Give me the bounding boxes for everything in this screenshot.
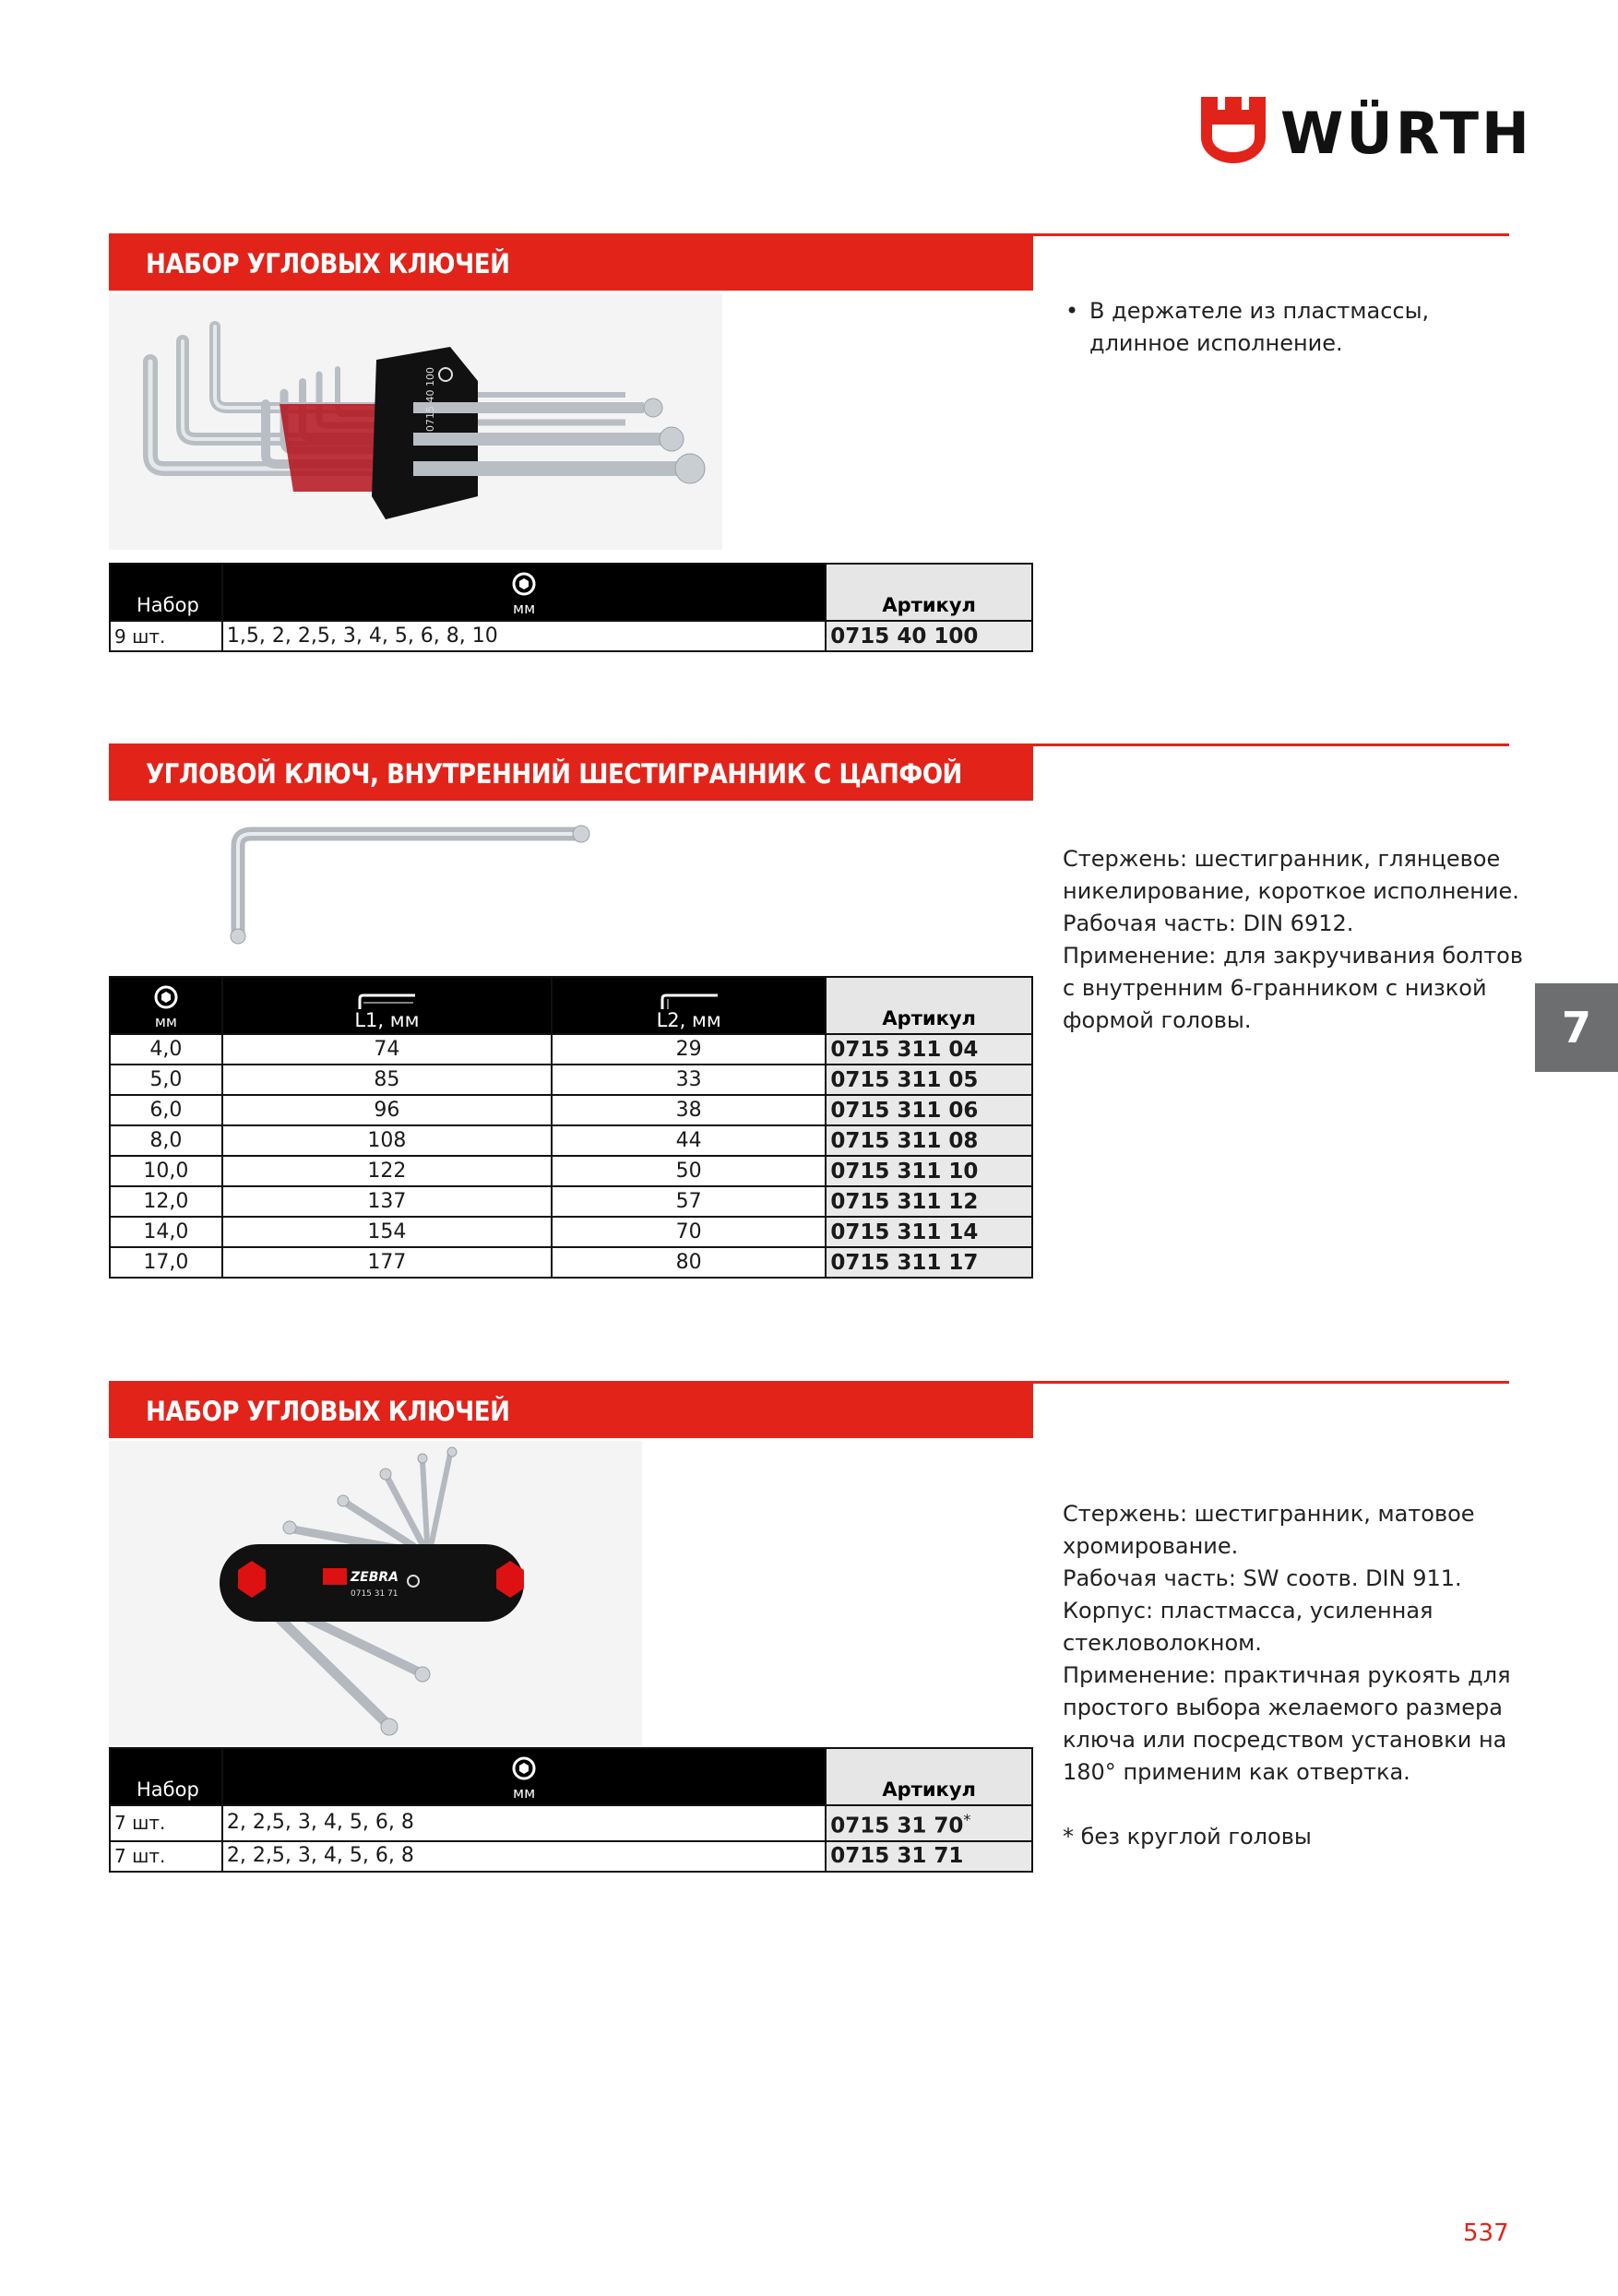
- cell-l1: 137: [222, 1186, 552, 1217]
- col-header-size: [222, 1748, 826, 1805]
- table-row: [110, 1217, 1032, 1247]
- cell-l2: 29: [552, 1034, 826, 1065]
- description-line: ключа или посредством установки на: [1063, 1727, 1507, 1753]
- table-row: [110, 621, 1032, 651]
- section-2-divider: [1033, 744, 1509, 746]
- col-header-size: [222, 564, 826, 621]
- bullet-text: В держателе из пластмассы, длинное исполнение.: [1089, 298, 1430, 356]
- l1-label: L1, мм: [354, 1009, 420, 1031]
- cell-article: 0715 311 17: [826, 1247, 1032, 1278]
- section-3-divider: [1033, 1381, 1509, 1384]
- cell-article: 0715 311 10: [826, 1156, 1032, 1186]
- col-header-set: Набор: [110, 564, 222, 621]
- table-row: [110, 1156, 1032, 1186]
- cell-l2: 50: [552, 1156, 826, 1186]
- cell-set: 7 шт.: [110, 1805, 222, 1841]
- cell-sizes: 2, 2,5, 3, 4, 5, 6, 8: [222, 1841, 826, 1872]
- cell-size: 5,0: [110, 1065, 222, 1095]
- col-header-article: Артикул: [826, 1748, 1032, 1805]
- chapter-tab[interactable]: 7: [1535, 983, 1618, 1072]
- description-line: формой головы.: [1063, 1007, 1252, 1033]
- table-row: [110, 1125, 1032, 1156]
- cell-l1: 154: [222, 1217, 552, 1247]
- description-line: Рабочая часть: SW соотв. DIN 911.: [1063, 1565, 1462, 1591]
- page-number: 537: [1463, 2219, 1509, 2247]
- hex-socket-icon: [512, 572, 536, 596]
- section-3-table: [109, 1747, 1033, 1873]
- table-row: [110, 1247, 1032, 1278]
- article-number: 0715 31 70: [830, 1814, 964, 1838]
- col-header-size: [110, 977, 222, 1034]
- section-3-header: [109, 1381, 1033, 1438]
- description-line: хромирование.: [1063, 1533, 1239, 1559]
- description-line: никелирование, короткое исполнение.: [1063, 878, 1519, 904]
- size-unit-label: мм: [513, 600, 536, 617]
- holder-label: 0715 40 100: [424, 367, 436, 432]
- section-2-header: [109, 744, 1033, 801]
- brand-name: WÜRTH: [1280, 100, 1532, 167]
- cell-article: 0715 311 14: [826, 1217, 1032, 1247]
- cell-size: 8,0: [110, 1125, 222, 1156]
- hex-socket-icon: [512, 1756, 536, 1780]
- hex-socket-icon: [154, 985, 178, 1009]
- cell-l1: 96: [222, 1095, 552, 1125]
- size-unit-label: мм: [513, 1784, 536, 1802]
- cell-l1: 85: [222, 1065, 552, 1095]
- cell-sizes: 1,5, 2, 2,5, 3, 4, 5, 6, 8, 10: [222, 621, 826, 651]
- description-line: с внутренним 6-гранником с низкой: [1063, 975, 1487, 1001]
- table-row: [110, 1841, 1032, 1872]
- section-1-title: НАБОР УГЛОВЫХ КЛЮЧЕЙ: [146, 248, 510, 280]
- section-3-description: [1063, 1498, 1524, 1853]
- cell-sizes: 2, 2,5, 3, 4, 5, 6, 8: [222, 1805, 826, 1841]
- table-row: [110, 1186, 1032, 1217]
- cell-article: 0715 311 04: [826, 1034, 1032, 1065]
- l2-label: L2, мм: [656, 1009, 721, 1031]
- cell-article: 0715 311 08: [826, 1125, 1032, 1156]
- section-3-title: НАБОР УГЛОВЫХ КЛЮЧЕЙ: [146, 1396, 510, 1427]
- section-2-table: [109, 976, 1033, 1279]
- table-row: [110, 1034, 1032, 1065]
- description-line: Применение: для закручивания болтов: [1063, 943, 1523, 969]
- cell-article: 0715 311 05: [826, 1065, 1032, 1095]
- cell-l2: 44: [552, 1125, 826, 1156]
- cell-l2: 80: [552, 1247, 826, 1278]
- col-header-article: Артикул: [826, 977, 1032, 1034]
- description-line: Стержень: шестигранник, глянцевое: [1063, 846, 1501, 872]
- cell-article: 0715 311 12: [826, 1186, 1032, 1217]
- cell-size: 12,0: [110, 1186, 222, 1217]
- cell-l1: 74: [222, 1034, 552, 1065]
- description-line: Стержень: шестигранник, матовое: [1063, 1501, 1475, 1527]
- description-line: простого выбора желаемого размера: [1063, 1695, 1503, 1720]
- cell-l2: 33: [552, 1065, 826, 1095]
- bullet-item: [1065, 295, 1508, 360]
- description-line: стекловолокном.: [1063, 1630, 1262, 1656]
- wurth-logo: [1201, 97, 1532, 171]
- table-row: [110, 1095, 1032, 1125]
- section-1-product-image: [109, 293, 722, 550]
- cell-size: 10,0: [110, 1156, 222, 1186]
- cell-l1: 177: [222, 1247, 552, 1278]
- cell-l2: 38: [552, 1095, 826, 1125]
- section-2-description: [1063, 843, 1524, 1037]
- description-line: Рабочая часть: DIN 6912.: [1063, 910, 1354, 936]
- handle-brand: ZEBRA: [351, 1570, 399, 1585]
- section-1-bullets: [1065, 295, 1508, 360]
- cell-article: 0715 31 71: [826, 1841, 1032, 1872]
- bullet-dot-icon: •: [1065, 298, 1079, 324]
- col-header-l1: [222, 977, 552, 1034]
- section-1-divider: [1033, 233, 1509, 236]
- cell-size: 4,0: [110, 1034, 222, 1065]
- description-line: 180° применим как отвертка.: [1063, 1759, 1410, 1785]
- cell-article: 0715 311 06: [826, 1095, 1032, 1125]
- cell-l1: 108: [222, 1125, 552, 1156]
- col-header-article: Артикул: [826, 564, 1032, 621]
- cell-size: 6,0: [110, 1095, 222, 1125]
- footnote-mark: *: [963, 1811, 971, 1828]
- cell-size: 14,0: [110, 1217, 222, 1247]
- cell-article: 0715 40 100: [826, 621, 1032, 651]
- cell-l2: 57: [552, 1186, 826, 1217]
- cell-l2: 70: [552, 1217, 826, 1247]
- footnote: * без круглой головы: [1063, 1824, 1312, 1850]
- folding-hex-key-icon: [109, 1441, 642, 1745]
- cell-size: 17,0: [110, 1247, 222, 1278]
- col-header-l2: [552, 977, 826, 1034]
- section-2-title: УГЛОВОЙ КЛЮЧ, ВНУТРЕННИЙ ШЕСТИГРАННИК С ЦАПФОЙ: [146, 758, 962, 790]
- single-hex-key-icon: [109, 804, 607, 969]
- hex-key-set-icon: [109, 293, 722, 550]
- section-2-product-image: [109, 804, 607, 969]
- cell-l1: 122: [222, 1156, 552, 1186]
- section-3-product-image: [109, 1441, 642, 1745]
- cell-article: [826, 1805, 1032, 1841]
- col-header-set: Набор: [110, 1748, 222, 1805]
- table-row: [110, 1065, 1032, 1095]
- section-1-table: [109, 563, 1033, 652]
- handle-label: 0715 31 71: [351, 1589, 399, 1599]
- description-line: Корпус: пластмасса, усиленная: [1063, 1598, 1434, 1624]
- cell-set: 7 шт.: [110, 1841, 222, 1872]
- cell-set: 9 шт.: [110, 621, 222, 651]
- wurth-logo-mark-icon: [1201, 97, 1266, 163]
- description-line: Применение: практичная рукоять для: [1063, 1662, 1511, 1688]
- table-row: [110, 1805, 1032, 1841]
- l1-dimension-icon: [354, 993, 419, 1009]
- l2-dimension-icon: [657, 993, 721, 1009]
- size-unit-label: мм: [154, 1013, 177, 1030]
- section-1-header: [109, 233, 1033, 291]
